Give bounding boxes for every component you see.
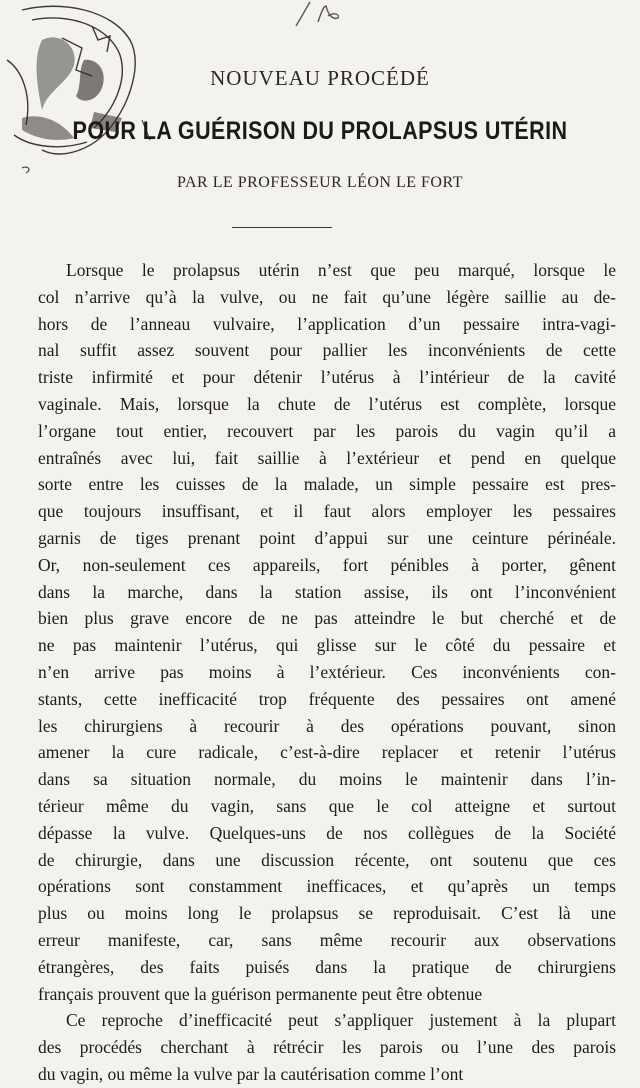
text-line: garnis de tiges prenant point d’appui sur une ceinture périnéale. <box>38 527 616 548</box>
text-line: dans sa situation normale, du moins le maintenir dans l’in- <box>38 769 616 790</box>
title-line-2: POUR LA GUÉRISON DU PROLAPSUS UTÉRIN <box>72 117 568 145</box>
text-line: Lorsque le prolapsus utérin n’est que peu marqué, lorsque le <box>66 260 616 280</box>
text-line: nal suffit assez souvent pour pallier les inconvénients de cette <box>38 340 616 361</box>
title-line-1: NOUVEAU PROCÉDÉ <box>210 66 430 90</box>
text-line: amener la cure radicale, c’est-à-dire replacer et retenir l’utérus <box>38 742 616 763</box>
text-line: erreur manifeste, car, sans même recourir aux observations <box>38 929 616 950</box>
text-line: Or, non-seulement ces appareils, fort pénibles à porter, gênent <box>38 554 616 575</box>
text-line: opérations sont constamment inefficaces, et qu’après un temps <box>38 876 616 897</box>
text-line: de chirurgie, dans une discussion récente, ont soutenu que ces <box>38 849 616 870</box>
body-paragraph <box>38 257 616 1088</box>
text-line: vaginale. Mais, lorsque la chute de l’utérus est complète, lorsque <box>38 393 616 414</box>
author-byline: PAR LE PROFESSEUR LÉON LE FORT <box>177 174 463 191</box>
text-line: français prouvent que la guérison permanente peut être obtenue <box>38 983 483 1004</box>
text-line: les chirurgiens à recourir à des opérations pouvant, sinon <box>38 715 616 736</box>
text-line: bien plus grave encore de ne pas atteindre le but cherché et de <box>38 608 616 629</box>
text-line: des procédés cherchant à rétrécir les parois ou l’une des parois <box>38 1037 616 1058</box>
text-line: ne pas maintenir l’utérus, qui glisse sur le côté du pessaire et <box>38 635 616 656</box>
text-line: entraînés avec lui, fait saillie à l’extérieur et pend en quelque <box>38 447 616 468</box>
text-line: Ce reproche d’inefficacité peut s’appliquer justement à la plupart <box>66 1010 616 1031</box>
text-line: sorte entre les cuisses de la malade, un simple pessaire est pres- <box>38 474 616 495</box>
text-line: stants, cette inefficacité trop fréquente des pessaires ont amené <box>38 688 616 709</box>
text-line: térieur même du vagin, sans que le col atteigne et surtout <box>38 795 616 816</box>
pencil-mark-icon <box>288 0 358 30</box>
text-line: n’en arrive pas moins à l’extérieur. Ces inconvénients con- <box>38 661 616 682</box>
text-line: que toujours insuffisant, et il faut alors employer les pessaires <box>38 501 616 522</box>
text-line: du vagin, ou même la vulve par la cautérisation comme l’ont <box>38 1063 464 1084</box>
text-line: plus ou moins long le prolapsus se reproduisait. C’est là une <box>38 903 616 924</box>
text-line: hors de l’anneau vulvaire, l’application d’un pessaire intra-vagi- <box>38 313 616 334</box>
text-line: étrangères, des faits puisés dans la pratique de chirurgiens <box>38 956 616 977</box>
section-divider <box>232 227 332 228</box>
text-line: dans la marche, dans la station assise, ils ont l’inconvénient <box>38 581 616 602</box>
text-line: col n’arrive qu’à la vulve, ou ne fait qu’une légère saillie au de- <box>38 286 616 307</box>
text-line: triste infirmité et pour détenir l’utérus à l’intérieur de la cavité <box>38 367 616 388</box>
text-line: dépasse la vulve. Quelques-uns de nos collègues de la Société <box>38 822 616 843</box>
text-line: l’organe tout entier, recouvert par les parois du vagin qu’il a <box>38 420 616 441</box>
